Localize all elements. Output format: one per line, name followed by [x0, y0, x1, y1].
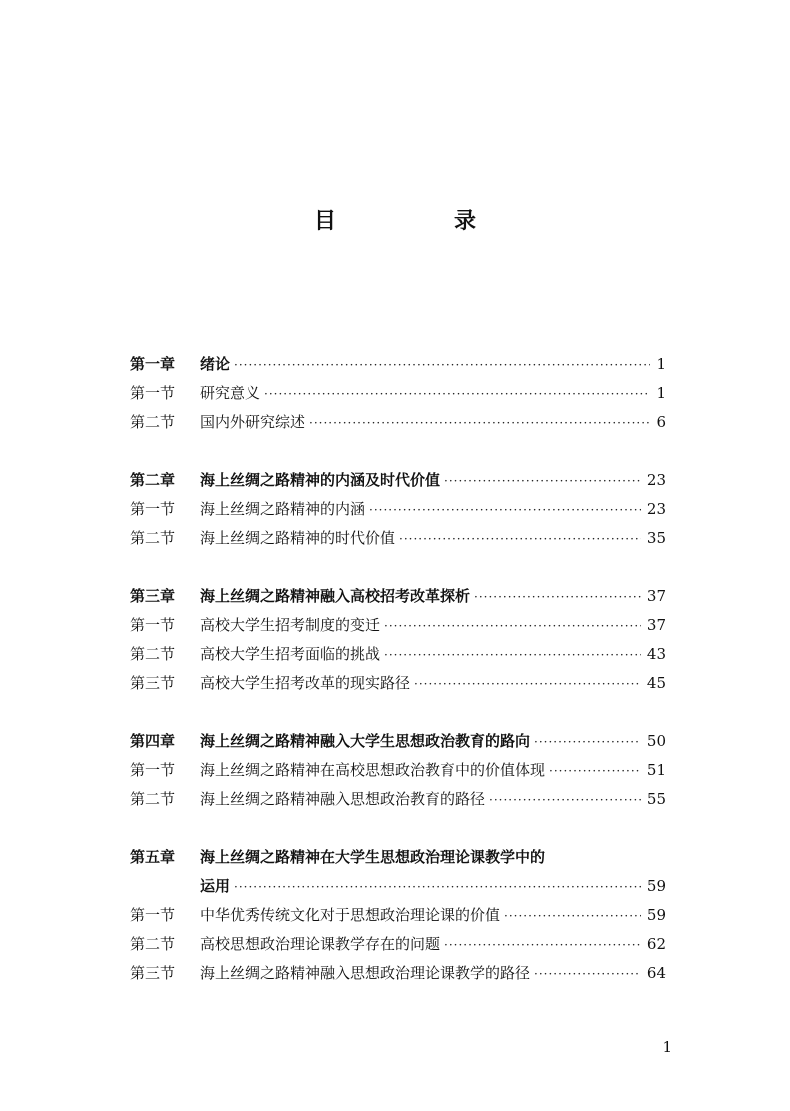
toc-page-number: 59	[646, 877, 666, 895]
dot-leader	[504, 902, 641, 931]
toc-page-number: 37	[646, 616, 666, 634]
chapter-title: 绪论	[200, 355, 231, 373]
toc-section-row[interactable]	[130, 640, 666, 669]
section-label: 第二节	[130, 413, 176, 431]
section-title: 高校大学生招考制度的变迁	[200, 616, 381, 634]
dot-leader	[444, 931, 641, 960]
toc-page-number: 51	[646, 761, 666, 779]
chapter-label: 第一章	[130, 355, 176, 373]
chapter-title: 海上丝绸之路精神的内涵及时代价值	[200, 471, 441, 489]
toc-section-row[interactable]	[130, 756, 666, 785]
toc-section-row[interactable]	[130, 901, 666, 930]
toc-page-number: 59	[646, 906, 666, 924]
toc-section-row[interactable]	[130, 379, 666, 408]
toc-page-number: 1	[656, 355, 666, 373]
toc-chapter-row[interactable]	[130, 350, 666, 379]
section-label: 第三节	[130, 964, 176, 982]
toc-page-number: 64	[646, 964, 666, 982]
toc-page-number: 43	[646, 645, 666, 663]
toc-section-row[interactable]	[130, 785, 666, 814]
dot-leader	[474, 583, 641, 612]
toc-chapter-row[interactable]	[130, 466, 666, 495]
chapter-title: 运用	[200, 877, 231, 895]
dot-leader	[384, 641, 641, 670]
dot-leader	[264, 380, 650, 409]
toc-page-number: 23	[646, 471, 666, 489]
toc-page-number: 50	[646, 732, 666, 750]
section-label: 第三节	[130, 674, 176, 692]
section-title: 国内外研究综述	[200, 413, 306, 431]
chapter-label: 第五章	[130, 848, 176, 866]
toc-page-number: 1	[656, 384, 666, 402]
dot-leader	[489, 786, 641, 815]
section-title: 高校思想政治理论课教学存在的问题	[200, 935, 441, 953]
section-title: 海上丝绸之路精神的时代价值	[200, 529, 396, 547]
page-number: 1	[662, 1038, 672, 1056]
toc-chapter-row[interactable]	[130, 872, 666, 901]
section-label: 第二节	[130, 529, 176, 547]
dot-leader	[369, 496, 641, 525]
group-spacer	[130, 437, 666, 466]
section-title: 海上丝绸之路精神的内涵	[200, 500, 366, 518]
toc-title: 目 录	[313, 208, 524, 234]
toc-chapter-row[interactable]	[130, 582, 666, 611]
toc-section-row[interactable]	[130, 669, 666, 698]
toc-chapter-row[interactable]	[130, 727, 666, 756]
chapter-label: 第四章	[130, 732, 176, 750]
section-title: 高校大学生招考改革的现实路径	[200, 674, 411, 692]
toc-page-number: 45	[646, 674, 666, 692]
section-label: 第二节	[130, 645, 176, 663]
section-title: 海上丝绸之路精神融入思想政治教育的路径	[200, 790, 486, 808]
section-label: 第一节	[130, 616, 176, 634]
dot-leader	[234, 873, 641, 902]
dot-leader	[549, 757, 641, 786]
section-title: 高校大学生招考面临的挑战	[200, 645, 381, 663]
chapter-label: 第三章	[130, 587, 176, 605]
toc-section-row[interactable]	[130, 408, 666, 437]
toc-section-row[interactable]	[130, 930, 666, 959]
section-title: 海上丝绸之路精神融入思想政治理论课教学的路径	[200, 964, 531, 982]
toc-page-number: 37	[646, 587, 666, 605]
chapter-label: 第二章	[130, 471, 176, 489]
group-spacer	[130, 553, 666, 582]
section-label: 第一节	[130, 384, 176, 402]
toc-page-number: 35	[646, 529, 666, 547]
toc-section-row[interactable]	[130, 611, 666, 640]
group-spacer	[130, 698, 666, 727]
toc-page-number: 23	[646, 500, 666, 518]
chapter-title: 海上丝绸之路精神融入高校招考改革探析	[200, 587, 471, 605]
table-of-contents	[130, 350, 666, 988]
group-spacer	[130, 814, 666, 843]
toc-page-number: 62	[646, 935, 666, 953]
toc-chapter-row[interactable]	[130, 843, 666, 872]
section-title: 中华优秀传统文化对于思想政治理论课的价值	[200, 906, 501, 924]
section-label: 第一节	[130, 761, 176, 779]
dot-leader	[414, 670, 641, 699]
toc-page-number: 6	[656, 413, 666, 431]
dot-leader	[234, 351, 650, 380]
toc-section-row[interactable]	[130, 524, 666, 553]
dot-leader	[309, 409, 650, 438]
dot-leader	[399, 525, 641, 554]
chapter-title: 海上丝绸之路精神融入大学生思想政治教育的路向	[200, 732, 531, 750]
chapter-title: 海上丝绸之路精神在大学生思想政治理论课教学中的	[200, 848, 546, 866]
section-label: 第一节	[130, 906, 176, 924]
section-label: 第二节	[130, 935, 176, 953]
section-title: 海上丝绸之路精神在高校思想政治教育中的价值体现	[200, 761, 546, 779]
dot-leader	[534, 960, 641, 989]
dot-leader	[444, 467, 641, 496]
toc-section-row[interactable]	[130, 959, 666, 988]
section-title: 研究意义	[200, 384, 261, 402]
dot-leader	[534, 728, 641, 757]
toc-page-number: 55	[646, 790, 666, 808]
toc-section-row[interactable]	[130, 495, 666, 524]
section-label: 第一节	[130, 500, 176, 518]
dot-leader	[384, 612, 641, 641]
section-label: 第二节	[130, 790, 176, 808]
